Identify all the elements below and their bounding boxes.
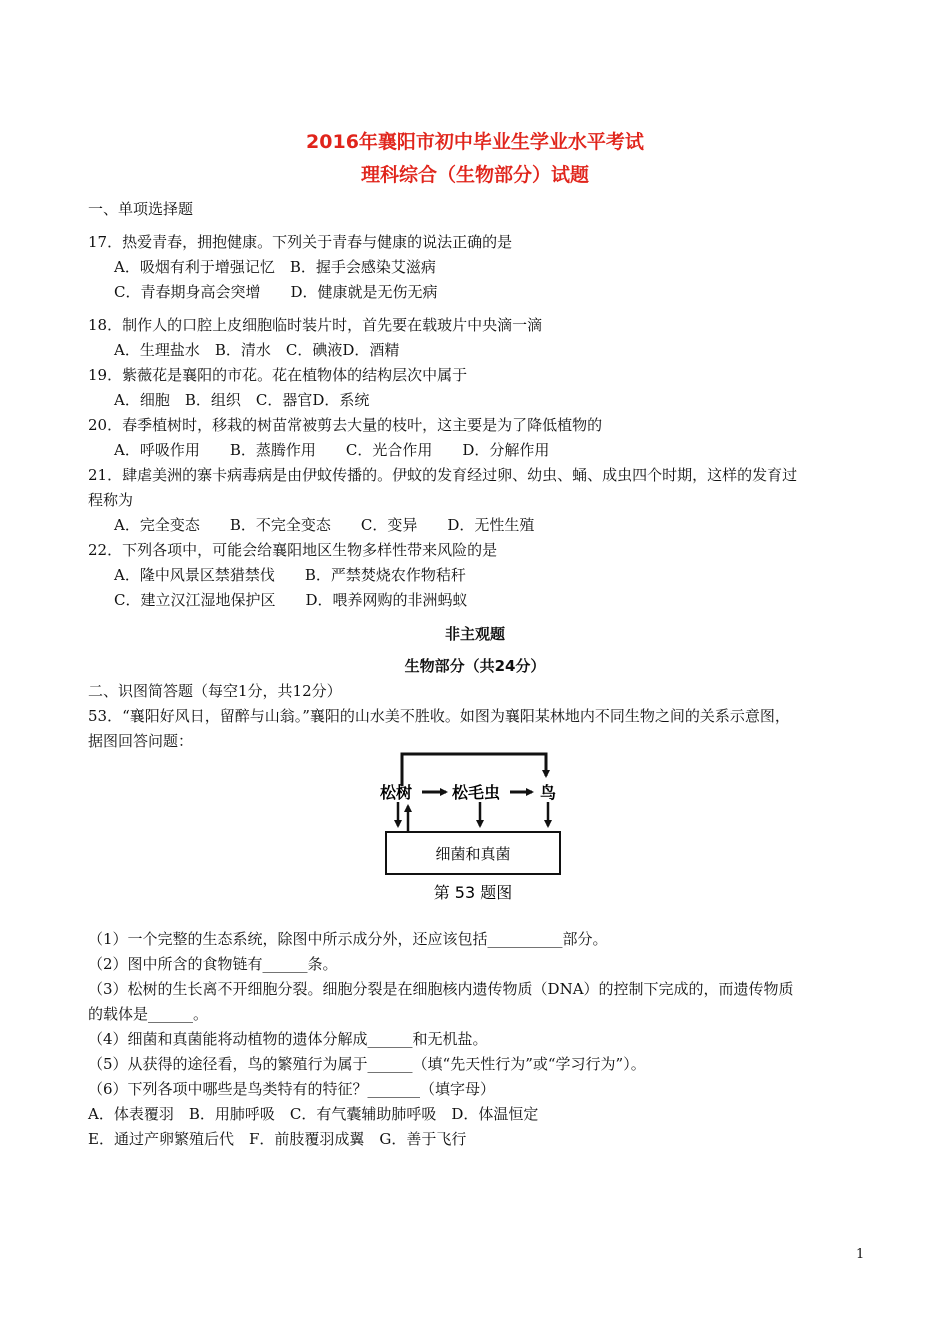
q53-stem-line2: 据图回答问题：	[88, 732, 194, 750]
q53-sub2: （2）图中所含的食物链有______条。	[88, 955, 338, 973]
page-number: 1	[856, 1247, 865, 1262]
q53-sub6-options-eg: E．通过产卵繁殖后代 F．前肢覆羽成翼 G．善于飞行	[88, 1130, 467, 1148]
heading-nonobjective: 非主观题	[444, 625, 505, 643]
node-bird: 鸟	[540, 783, 557, 802]
q53-sub3-line1: （3）松树的生长离不开细胞分裂。细胞分裂是在细胞核内遗传物质（DNA）的控制下完成的，而遗传物质	[88, 980, 794, 998]
q53-sub5: （5）从获得的途径看，鸟的繁殖行为属于______（填“先天性行为”或“学习行为”）。	[88, 1055, 646, 1073]
q22-stem: 22．下列各项中，可能会给襄阳地区生物多样性带来风险的是	[88, 541, 498, 559]
q53-sub6-options-ad: A．体表覆羽 B．用肺呼吸 C．有气囊辅助肺呼吸 D．体温恒定	[88, 1105, 539, 1123]
q53-sub1: （1）一个完整的生态系统，除图中所示成分外，还应该包括__________部分。	[88, 930, 608, 948]
q20-options: A．呼吸作用 B．蒸腾作用 C．光合作用 D．分解作用	[114, 441, 550, 459]
q22-options-ab: A．隆中风景区禁猎禁伐 B．严禁焚烧农作物秸秆	[114, 566, 466, 584]
q20-stem: 20．春季植树时，移栽的树苗常被剪去大量的枝叶，这主要是为了降低植物的	[88, 416, 603, 434]
q17-options-ab: A．吸烟有利于增强记忆 B．握手会感染艾滋病	[114, 258, 436, 276]
q19-options: A．细胞 B．组织 C．器官D．系统	[114, 391, 370, 409]
diagram-caption: 第 53 题图	[433, 883, 513, 902]
q22-options-cd: C．建立汉江湿地保护区 D．喂养网购的非洲蚂蚁	[114, 591, 468, 609]
node-decomposer: 细菌和真菌	[435, 845, 511, 863]
q19-stem: 19．紫薇花是襄阳的市花。花在植物体的结构层次中属于	[88, 366, 468, 384]
q17-stem: 17．热爱青春，拥抱健康。下列关于青春与健康的说法正确的是	[88, 233, 513, 251]
q17-options-cd: C．青春期身高会突增 D．健康就是无伤无病	[114, 283, 438, 301]
q53-stem-line1: 53．“襄阳好风日，留醉与山翁。”襄阳的山水美不胜收。如图为襄阳某林地内不同生物之间的关系示意图，	[88, 707, 790, 725]
q53-sub4: （4）细菌和真菌能将动植物的遗体分解成______和无机盐。	[88, 1030, 488, 1048]
arrow-pine-to-bird-top	[402, 754, 546, 786]
q21-options: A．完全变态 B．不完全变态 C．变异 D．无性生殖	[114, 516, 535, 534]
node-pine: 松树	[380, 783, 413, 802]
food-web-diagram	[370, 748, 580, 908]
q18-stem: 18．制作人的口腔上皮细胞临时装片时，首先要在载玻片中央滴一滴	[88, 316, 543, 334]
q53-sub6: （6）下列各项中哪些是鸟类特有的特征？_______（填字母）	[88, 1080, 496, 1098]
exam-title: 2016年襄阳市初中毕业生学业水平考试	[306, 131, 644, 153]
section-heading-diagram: 二、识图简答题（每空1分，共12分）	[88, 682, 342, 700]
q18-options: A．生理盐水 B．清水 C．碘液D．酒精	[114, 341, 400, 359]
node-caterpillar: 松毛虫	[452, 783, 501, 802]
q53-sub3-line2: 的载体是______。	[88, 1005, 209, 1023]
heading-biology-part: 生物部分（共24分）	[404, 657, 546, 675]
q21-stem-line1: 21．肆虐美洲的寨卡病毒病是由伊蚊传播的。伊蚊的发育经过卵、幼虫、蛹、成虫四个时期，这样的发育过	[88, 466, 798, 484]
q21-stem-line2: 程称为	[88, 491, 134, 509]
exam-subtitle: 理科综合（生物部分）试题	[360, 164, 589, 186]
section-heading-choice: 一、单项选择题	[88, 200, 194, 218]
